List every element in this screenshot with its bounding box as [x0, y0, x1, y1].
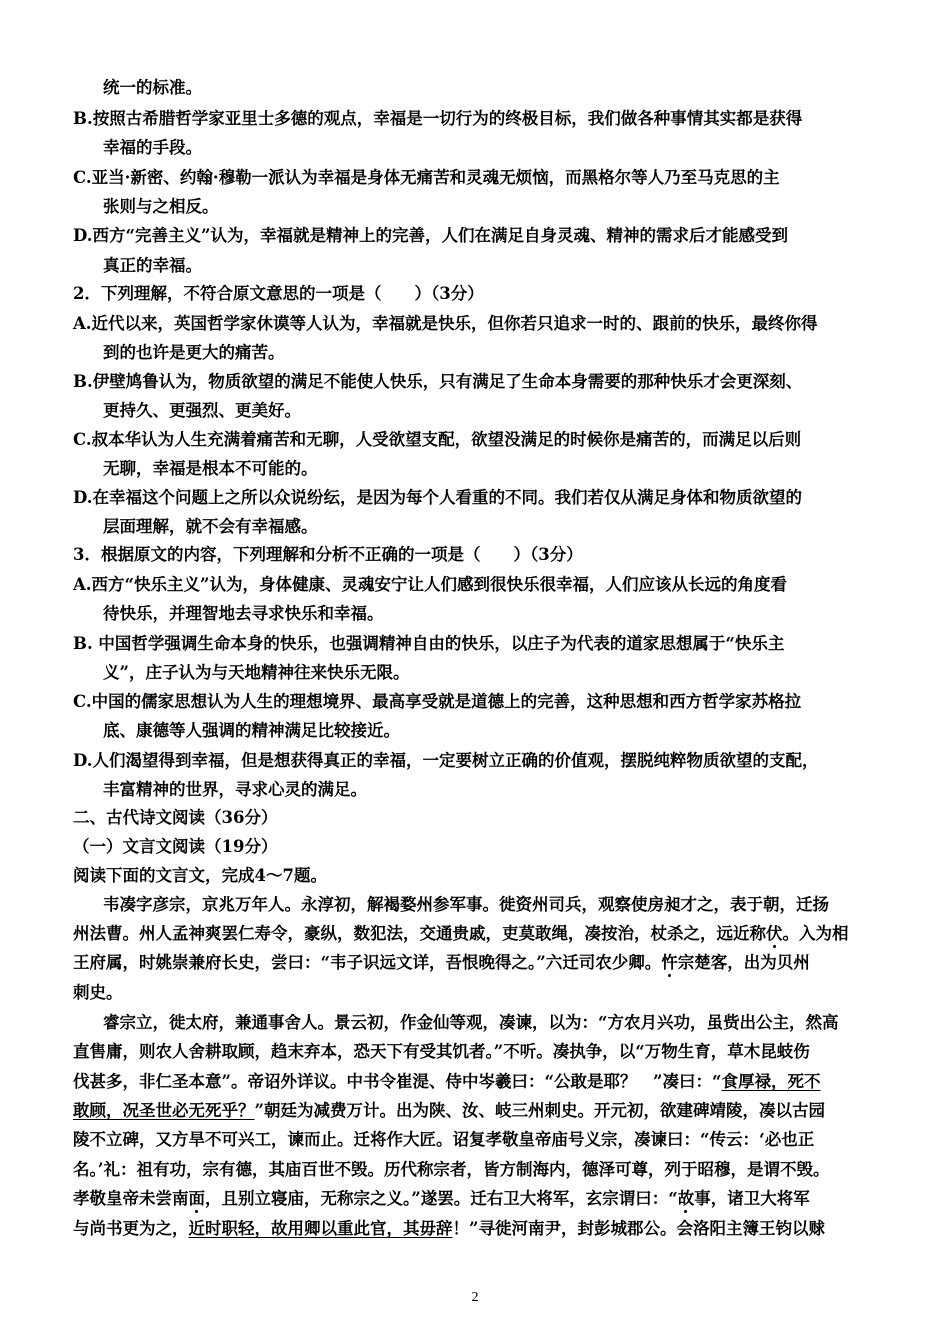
q3-option-a-cont: 待快乐，并理智地去寻求快乐和幸福。	[103, 604, 384, 623]
q2-stem: 2．下列理解，不符合原文意思的一项是（ ）（3分）	[73, 284, 484, 303]
q3-option-c-cont: 底、康德等人强调的精神满足比较接近。	[103, 721, 400, 740]
text-run: 伐甚多，非仁圣本意”。帝诏外详议。中书令崔湜、侍中岑羲曰：“公敢是耶？ ”凑曰：“	[73, 1072, 722, 1091]
text-run: 宗楚客，出为贝州	[677, 953, 810, 972]
text-run: 州法曹。州人孟神爽罢仁寿令，豪纵，数犯法，交通贵戚，吏莫敢绳，凑按治，杖杀之，远近称	[73, 924, 766, 943]
passage-p2-line1: 睿宗立，徙太府，兼通事舍人。景云初，作金仙等观，凑谏，以为：“方农月兴功，虽赀出公主，然高	[103, 1013, 839, 1032]
q3-option-a: A.西方“快乐主义”认为，身体健康、灵魂安宁让人们感到很快乐很幸福，人们应该从长远的角度看	[73, 575, 788, 594]
emphasis-char: 忤	[661, 953, 678, 972]
passage-p2-line5: 陵不立碑，又方旱不可兴工，谏而止。迁将作大匠。诏复孝敬皇帝庙号义宗，凑谏曰：“传云：‘必也正	[73, 1130, 815, 1149]
page-number: 2	[471, 1290, 479, 1305]
passage-p2-line6: 名。’礼：祖有功，宗有德，其庙百世不毁。历代称宗者，皆方制海内，德泽可尊，列于昭穆，是谓不毁。	[73, 1160, 830, 1179]
q3-option-d: D.人们渴望得到幸福，但是想获得真正的幸福，一定要树立正确的价值观，摆脱纯粹物质欲望的支配，	[73, 751, 819, 770]
passage-p2-line3	[73, 1072, 820, 1092]
underlined-sentence: 近时职轻，故用卿以重此官，其毋辞	[188, 1219, 453, 1238]
passage-p1-line1: 韦凑字彦宗，京兆万年人。永淳初，解褐婺州参军事。徙资州司兵，观察使房昶才之，表于朝，迁扬	[103, 895, 829, 914]
q3-option-b: B. 中国哲学强调生命本身的快乐，也强调精神自由的快乐，以庄子为代表的道家思想属于“快乐主	[73, 634, 785, 653]
text-run: 王府属，时姚崇兼府长史，尝曰：“韦子识远文详，吾恨晚得之。”六迁司农少卿。	[73, 953, 662, 972]
subsection-title: （一）文言文阅读（19分）	[73, 837, 278, 856]
q3-option-b-cont: 义”，庄子认为与天地精神往来快乐无限。	[103, 663, 410, 682]
text-run: ，且别立寝庙，无称宗之义。”遂罢。迁右卫大将军，玄宗谓曰：“	[205, 1189, 678, 1208]
emphasis-char: 故	[677, 1189, 695, 1208]
q1-option-b-cont: 幸福的手段。	[103, 138, 202, 157]
passage-p2-line7	[73, 1189, 810, 1209]
q2-option-d-cont: 层面理解，就不会有幸福感。	[103, 517, 318, 536]
q2-option-c: C.叔本华认为人生充满着痛苦和无聊，人受欲望支配，欲望没满足的时候你是痛苦的，而满足以后则	[73, 430, 802, 449]
text-run: 事，诸卫大将军	[694, 1189, 810, 1208]
q1-option-d: D.西方“完善主义”认为，幸福就是精神上的完善，人们在满足自身灵魂、精神的需求后才能感受到	[73, 226, 788, 245]
q1-option-c-cont: 张则与之相反。	[103, 197, 219, 216]
emphasis-char: 伏	[766, 924, 783, 943]
q3-option-d-cont: 丰富精神的世界，寻求心灵的满足。	[103, 780, 367, 799]
q2-option-b: B.伊壁鸠鲁认为，物质欲望的满足不能使人快乐，只有满足了生命本身需要的那种快乐才会更深刻、	[73, 372, 803, 391]
q2-option-c-cont: 无聊，幸福是根本不可能的。	[103, 459, 318, 478]
q1-option-a-cont: 统一的标准。	[103, 78, 202, 97]
passage-p1-line4: 刺史。	[73, 983, 123, 1002]
q3-stem: 3．根据原文的内容，下列理解和分析不正确的一项是（ ）（3分）	[73, 545, 583, 564]
text-run: ！”寻徙河南尹，封彭城郡公。会洛阳主簿王钧以赇	[452, 1219, 825, 1238]
emphasis-char: 面	[188, 1189, 205, 1208]
text-run: 。入为相	[782, 924, 849, 943]
text-run: 孝敬皇帝未尝南	[73, 1189, 189, 1208]
q1-option-c: C.亚当·新密、约翰·穆勒一派认为幸福是身体无痛苦和灵魂无烦恼，而黑格尔等人乃至马克思的主	[73, 168, 780, 187]
q1-option-d-cont: 真正的幸福。	[103, 256, 202, 275]
q3-option-c: C.中国的儒家思想认为人生的理想境界、最高享受就是道德上的完善，这种思想和西方哲学家苏格拉	[73, 692, 802, 711]
underlined-sentence: 食厚禄，死不	[721, 1072, 821, 1091]
passage-p1-line2	[73, 924, 849, 944]
q2-option-b-cont: 更持久、更强烈、更美好。	[103, 401, 301, 420]
q2-option-a: A.近代以来，英国哲学家休谟等人认为，幸福就是快乐，但你若只追求一时的、跟前的快乐，最终你得	[73, 314, 818, 333]
reading-instruction: 阅读下面的文言文，完成4～7题。	[73, 866, 327, 885]
passage-p2-line2: 直售庸，则农人舍耕取顾，趋末弃本，恐天下有受其饥者。”不听。凑执争，以“万物生育，草木昆蚑伤	[73, 1042, 810, 1061]
text-run: ”朝廷为减费万计。出为陕、汝、岐三州刺史。开元初，欲建碑靖陵，凑以古园	[254, 1101, 825, 1120]
passage-p2-line4	[73, 1101, 825, 1121]
section-title: 二、古代诗文阅读（36分）	[73, 808, 278, 827]
q1-option-b: B.按照古希腊哲学家亚里士多德的观点，幸福是一切行为的终极目标，我们做各种事情其实都是获得	[73, 109, 803, 128]
underlined-sentence: 敢顾，况圣世必无死乎？	[73, 1101, 255, 1120]
q2-option-a-cont: 到的也许是更大的痛苦。	[103, 343, 285, 362]
q2-option-d: D.在幸福这个问题上之所以众说纷纭，是因为每个人看重的不同。我们若仅从满足身体和物质欲望的	[73, 488, 802, 507]
text-run: 与尚书更为之，	[73, 1219, 189, 1238]
passage-p1-line3	[73, 953, 810, 973]
passage-p2-line8	[73, 1219, 825, 1239]
